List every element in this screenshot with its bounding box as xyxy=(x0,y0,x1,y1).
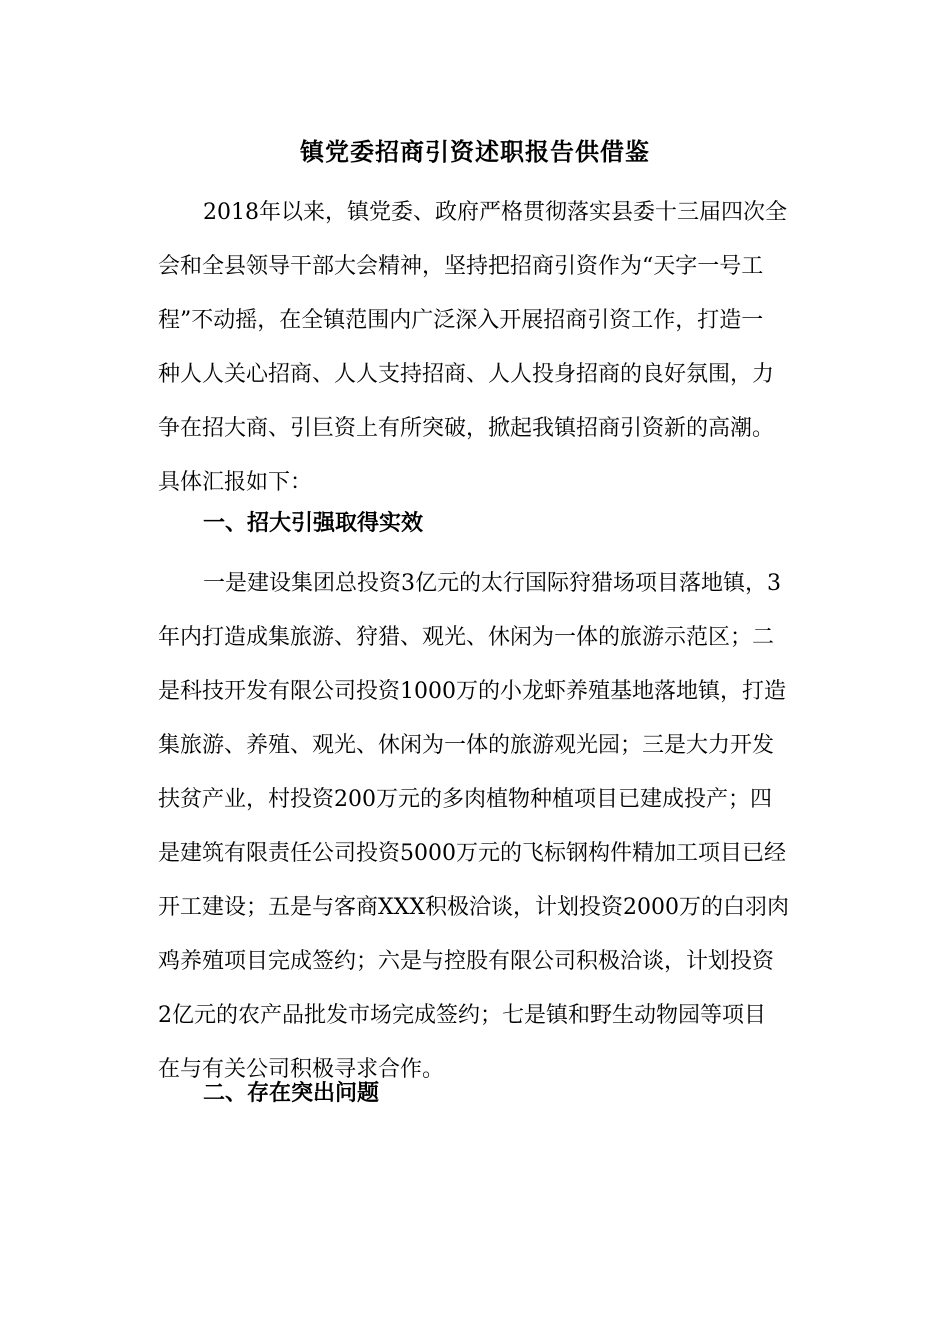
paragraph-line: 扶贫产业，村投资200万元的多肉植物种植项目已建成投产；四 xyxy=(158,787,772,812)
section-heading-1: 一、招大引强取得实效 xyxy=(203,511,424,536)
paragraph-line: 一是建设集团总投资3亿元的太行国际狩猎场项目落地镇，3 xyxy=(203,571,781,596)
paragraph-line: 集旅游、养殖、观光、休闲为一体的旅游观光园；三是大力开发 xyxy=(158,733,775,758)
paragraph-line: 2亿元的农产品批发市场完成签约；七是镇和野生动物园等项目 xyxy=(158,1003,766,1028)
paragraph-line: 程”不动摇，在全镇范围内广泛深入开展招商引资工作，打造一 xyxy=(158,308,764,333)
paragraph-line: 争在招大商、引巨资上有所突破，掀起我镇招商引资新的高潮。 xyxy=(158,416,775,441)
intro-paragraph xyxy=(158,186,798,510)
paragraph-line: 是科技开发有限公司投资1000万的小龙虾养殖基地落地镇，打造 xyxy=(158,679,786,704)
paragraph-line: 种人人关心招商、人人支持招商、人人投身招商的良好氛围，力 xyxy=(158,362,775,387)
paragraph-line: 是建筑有限责任公司投资5000万元的飞标钢构件精加工项目已经 xyxy=(158,841,786,866)
paragraph-line: 鸡养殖项目完成签约；六是与控股有限公司积极洽谈，计划投资 xyxy=(158,949,775,974)
section-heading-2: 二、存在突出问题 xyxy=(203,1081,380,1106)
paragraph-line: 在与有关公司积极寻求合作。 xyxy=(158,1057,445,1082)
paragraph-line: 年内打造成集旅游、狩猎、观光、休闲为一体的旅游示范区；二 xyxy=(158,625,775,650)
section1-paragraph xyxy=(158,557,798,1097)
paragraph-line: 2018年以来，镇党委、政府严格贯彻落实县委十三届四次全 xyxy=(203,200,787,225)
paragraph-line: 具体汇报如下： xyxy=(158,470,313,495)
paragraph-line: 开工建设；五是与客商XXX积极洽谈，计划投资2000万的白羽肉 xyxy=(158,895,789,920)
paragraph-line: 会和全县领导干部大会精神，坚持把招商引资作为“天字一号工 xyxy=(158,254,764,279)
document-title: 镇党委招商引资述职报告供借鉴 xyxy=(300,138,650,166)
